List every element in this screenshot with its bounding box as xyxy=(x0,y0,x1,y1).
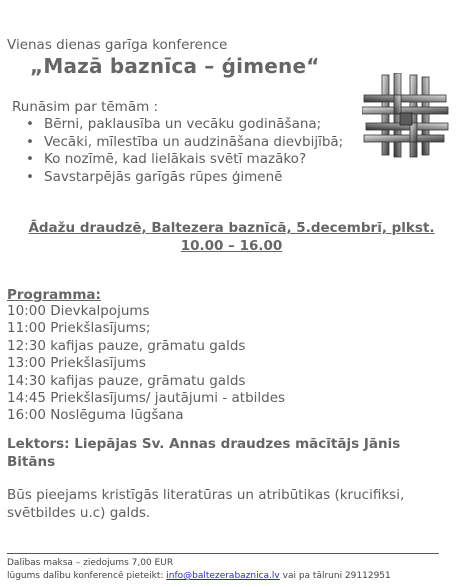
footer-divider xyxy=(7,553,439,554)
program-item: 14:45 Priekšlasījums/ jautājumi - atbildes xyxy=(7,390,286,407)
topic-item xyxy=(24,151,354,169)
bullet-icon: • xyxy=(26,168,34,185)
conference-title: „Mazā baznīca – ģimene“ xyxy=(30,54,320,78)
footer-fee: Dalības maksa – ziedojums 7,00 EUR xyxy=(7,558,174,568)
email-link[interactable]: info@baltezerabaznica.lv xyxy=(166,571,280,581)
topics-heading: Runāsim par tēmām : xyxy=(12,99,159,115)
program-item: 14:30 kafijas pauze, grāmatu galds xyxy=(7,372,246,389)
program-item: 11:00 Priekšlasījums; xyxy=(7,320,151,337)
footer-phone-text: vai pa tālruni 29112951 xyxy=(279,571,391,581)
event-location xyxy=(0,219,463,255)
church-cross-logo xyxy=(362,73,450,161)
topic-text: Savstarpējās garīgās rūpes ģimenē xyxy=(44,168,283,185)
location-place-date: Ādažu draudzē, Baltezera baznīcā, 5.decembrī, plkst. xyxy=(28,220,435,236)
book-table-note: Būs pieejams kristīgās literatūras un atribūtikas (krucifiksi, svētbildes u.c) galds. xyxy=(7,487,405,521)
program-item: 12:30 kafijas pauze, grāmatu galds xyxy=(7,337,246,354)
topic-text: Bērni, paklausība un vecāku godināšana; xyxy=(44,116,322,132)
bullet-icon: • xyxy=(26,116,34,132)
bullet-icon: • xyxy=(26,133,34,150)
bullet-icon: • xyxy=(26,151,34,167)
topic-text: Vecāki, mīlestība un audzināšana dievbijībā; xyxy=(44,133,344,150)
footer-registration-text: lūgums dalību konferencē pieteikt: xyxy=(7,571,167,581)
topic-item xyxy=(24,116,354,134)
location-time: 10.00 – 16.00 xyxy=(180,238,283,254)
lecturer-info: Lektors: Liepājas Sv. Annas draudzes mācītājs Jānis Bitāns xyxy=(7,436,401,470)
footer-registration xyxy=(7,570,391,583)
footer xyxy=(7,557,391,583)
program-item: 13:00 Priekšlasījums xyxy=(7,355,146,372)
topic-item xyxy=(24,169,354,187)
program-item: 16:00 Noslēguma lūgšana xyxy=(7,407,184,424)
conference-intro: Vienas dienas garīga konference xyxy=(7,37,228,53)
topics-list xyxy=(24,116,354,186)
program-item: 10:00 Dievkalpojums xyxy=(7,303,150,319)
topic-text: Ko nozīmē, kad lielākais svētī mazāko? xyxy=(44,151,307,167)
topic-item xyxy=(24,134,354,152)
program-heading: Programma: xyxy=(7,287,101,303)
program-list xyxy=(7,303,285,425)
